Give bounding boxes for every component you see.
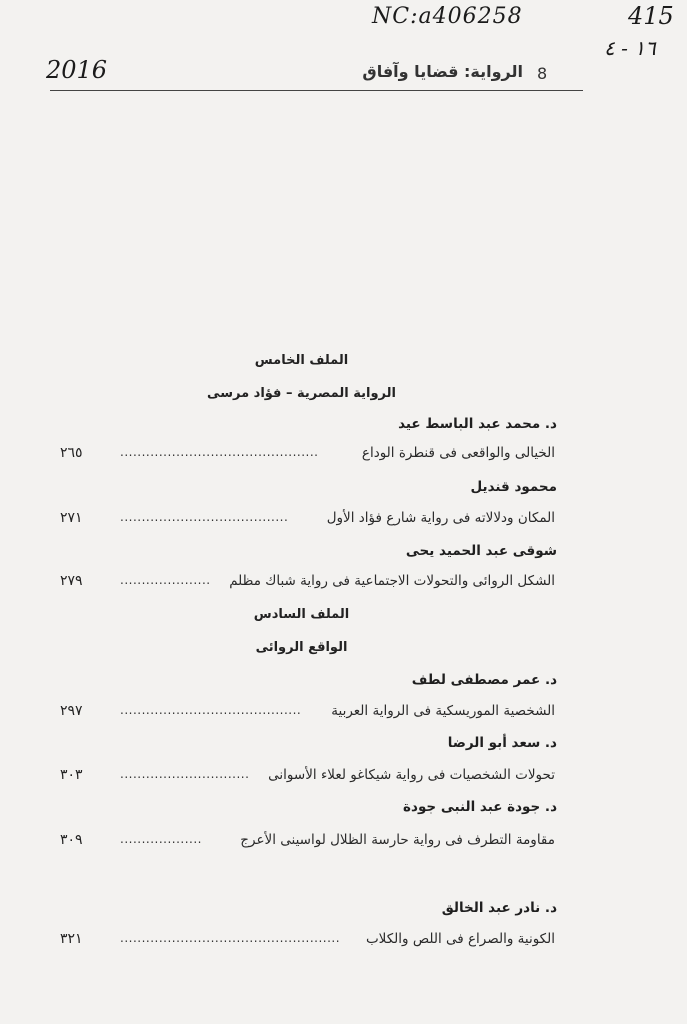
toc-entry xyxy=(50,931,555,953)
entry-author: د. نادر عبد الخالق xyxy=(441,900,557,916)
entry-title: المكان ودلالاته فى رواية شارع فؤاد الأول xyxy=(326,510,555,526)
entry-author: محمود قنديل xyxy=(470,479,557,495)
running-header xyxy=(50,60,583,91)
section-subheading: الواقع الروائى xyxy=(255,640,348,655)
section-subheading: الرواية المصرية – فؤاد مرسى xyxy=(207,386,396,401)
section-heading: الملف الخامس xyxy=(254,353,349,368)
entry-title: الكونية والصراع فى اللص والكلاب xyxy=(365,931,555,947)
leader-dots: ....................................... xyxy=(120,510,289,524)
entry-page-number: ٢٧١ xyxy=(60,510,83,526)
toc-entry xyxy=(50,703,555,725)
leader-dots: .............................................. xyxy=(120,445,319,459)
toc-entry xyxy=(50,445,555,467)
toc-entry xyxy=(50,767,555,789)
entry-title: مقاومة التطرف فى رواية حارسة الظلال لواسينى الأعرج xyxy=(240,832,555,848)
entry-title: الخيالى والواقعى فى قنطرة الوداع xyxy=(361,445,555,461)
handwritten-number: 415 xyxy=(628,2,674,30)
entry-page-number: ٣٢١ xyxy=(60,931,83,947)
entry-page-number: ٣٠٣ xyxy=(60,767,83,783)
header-page-number: 8 xyxy=(537,64,548,83)
leader-dots: .............................. xyxy=(120,767,250,781)
entry-author: د. عمر مصطفى لطف xyxy=(411,672,557,688)
leader-dots: ................................................... xyxy=(120,931,341,945)
handwritten-year: 2016 xyxy=(46,56,108,84)
section-heading: الملف السادس xyxy=(253,607,350,622)
entry-page-number: ٣٠٩ xyxy=(60,832,83,848)
handwritten-accession-number: NC:a406258 xyxy=(372,4,523,29)
entry-title: الشكل الروائى والتحولات الاجتماعية فى رواية شباك مظلم xyxy=(229,573,555,589)
entry-title: تحولات الشخصيات فى رواية شيكاغو لعلاء الأسوانى xyxy=(268,767,555,783)
entry-author: د. سعد أبو الرضا xyxy=(447,735,557,751)
entry-author: د. محمد عبد الباسط عيد xyxy=(398,416,557,432)
entry-page-number: ٢٦٥ xyxy=(60,445,83,461)
leader-dots: .......................................... xyxy=(120,703,302,717)
leader-dots: ................... xyxy=(120,832,202,846)
leader-dots: ..................... xyxy=(120,573,211,587)
toc-entry xyxy=(50,510,555,532)
toc-entry xyxy=(50,832,555,854)
entry-author: د. جودة عبد النبى جودة xyxy=(403,799,557,815)
entry-page-number: ٢٧٩ xyxy=(60,573,83,589)
entry-page-number: ٢٩٧ xyxy=(60,703,83,719)
header-title: الرواية: قضايا وآفاق xyxy=(362,62,523,81)
toc-entry xyxy=(50,573,555,595)
handwritten-code: ١٦ - ٤ xyxy=(604,36,656,60)
entry-title: الشخصية الموريسكية فى الرواية العربية xyxy=(331,703,555,719)
entry-author: شوقى عبد الحميد يحى xyxy=(405,543,557,559)
